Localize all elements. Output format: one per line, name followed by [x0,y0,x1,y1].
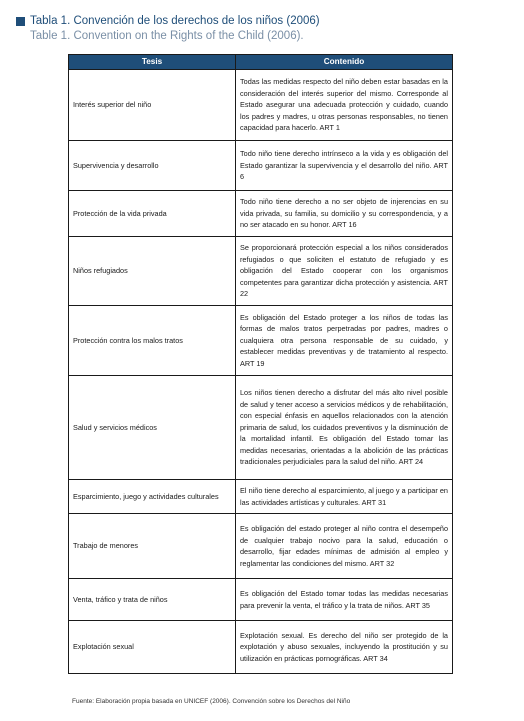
header-tesis: Tesis [69,55,236,70]
contenido-cell: Es obligación del Estado tomar todas las medidas necesarias para prevenir la venta, el tráfico y la trata de niños. ART 35 [236,579,453,621]
contenido-cell: Todas las medidas respecto del niño deben estar basadas en la consideración del interés superior del mismo. Corresponde al Estado asegurar una adecuada protección y cuidado, cuando los padres y madres, u otras personas responsables, no tienen capacidad para hacerlo. ART 1 [236,70,453,141]
table-row [69,191,453,237]
tesis-cell: Protección de la vida privada [69,191,236,237]
tesis-cell: Niños refugiados [69,237,236,306]
table-caption [16,14,320,43]
contenido-cell: Todo niño tiene derecho intrínseco a la vida y es obligación del Estado garantizar la supervivencia y el desarrollo del niño. ART 6 [236,141,453,191]
tesis-cell: Supervivencia y desarrollo [69,141,236,191]
contenido-cell: Es obligación del Estado proteger a los niños de todas las formas de malos tratos perpetradas por padres, madres o cualquiera otra persona responsable de su cuidado, y establecer medidas preventivas y de tratamiento al respecto. ART 19 [236,306,453,376]
contenido-cell: Es obligación del estado proteger al niño contra el desempeño de cualquier trabajo nocivo para la salud, educación o desarrollo, fijar edades mínimas de admisión al empleo y reglamentar las condiciones del mismo. ART 32 [236,514,453,579]
table-row [69,579,453,621]
table-row [69,70,453,141]
caption-square-icon [16,17,25,26]
contenido-cell: Todo niño tiene derecho a no ser objeto de injerencias en su vida privada, su familia, su domicilio y su correspondencia, y a no ser atacado en su honor. ART 16 [236,191,453,237]
caption-spanish-text: Tabla 1. Convención de los derechos de los niños (2006) [30,15,320,27]
tesis-cell: Venta, tráfico y trata de niños [69,579,236,621]
table-row [69,306,453,376]
contenido-cell: El niño tiene derecho al esparcimiento, al juego y a participar en las actividades artísticas y culturales. ART 31 [236,480,453,514]
tesis-cell: Interés superior del niño [69,70,236,141]
source-note: Fuente: Elaboración propia basada en UNICEF (2006). Convención sobre los Derechos del Niño [72,698,351,705]
table-row [69,621,453,674]
tesis-cell: Trabajo de menores [69,514,236,579]
tesis-cell: Explotación sexual [69,621,236,674]
table-row [69,480,453,514]
caption-spanish [16,14,320,28]
table-row [69,514,453,579]
tesis-cell: Salud y servicios médicos [69,376,236,480]
header-row [69,55,453,70]
tesis-cell: Protección contra los malos tratos [69,306,236,376]
contenido-cell: Los niños tienen derecho a disfrutar del más alto nivel posible de salud y tener acceso a servicios médicos y de rehabilitación, con especial énfasis en aquellos relacionados con la atención primaria de salud, los cuidados preventivos y la disminución de la mortalidad infantil. Es obligación del Estado tomar las medidas necesarias, orientadas a la abolición de las prácticas tradicionales perjudiciales para la salud del niño. ART 24 [236,376,453,480]
table-row [69,237,453,306]
contenido-cell: Explotación sexual. Es derecho del niño ser protegido de la explotación y abuso sexuales, incluyendo la prostitución y su utilización en prácticas pornográficas. ART 34 [236,621,453,674]
table-row [69,141,453,191]
header-contenido: Contenido [236,55,453,70]
tesis-cell: Esparcimiento, juego y actividades culturales [69,480,236,514]
contenido-cell: Se proporcionará protección especial a los niños considerados refugiados o que soliciten el estatuto de refugiado y es obligación del Estado cooperar con los organismos competentes para garantizar dicha protección y asistencia. ART 22 [236,237,453,306]
rights-table [68,54,453,674]
caption-english: Table 1. Convention on the Rights of the Child (2006). [30,30,304,42]
table-row [69,376,453,480]
